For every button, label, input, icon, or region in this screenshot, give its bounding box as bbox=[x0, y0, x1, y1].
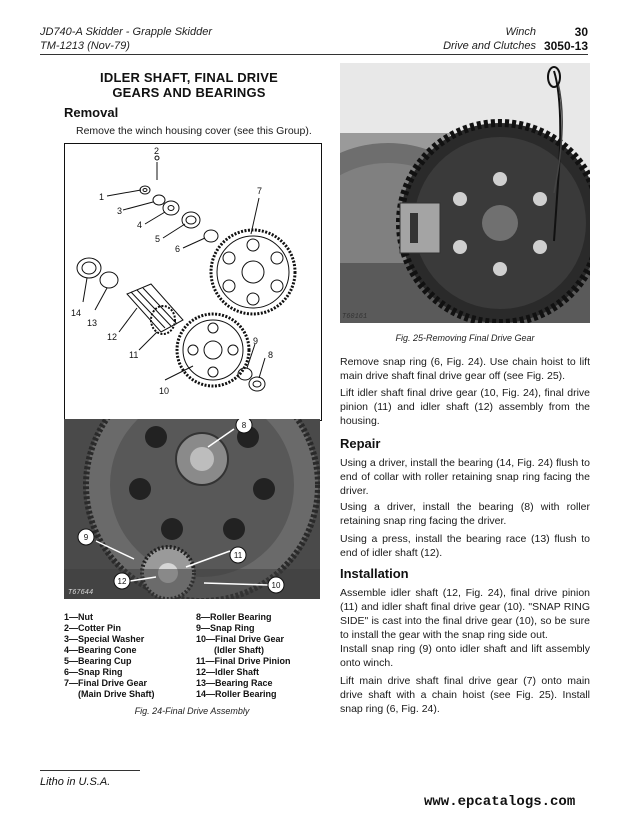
legend-item: 13—Bearing Race bbox=[196, 678, 273, 688]
diagram-callout-9: 9 bbox=[253, 336, 259, 346]
diagram-callout-11: 11 bbox=[129, 350, 139, 360]
diagram-callout-8: 8 bbox=[268, 350, 274, 360]
photo-callout-8: 8 bbox=[241, 421, 247, 430]
section-title-line2: GEARS AND BEARINGS bbox=[112, 85, 266, 100]
exploded-diagram bbox=[64, 143, 322, 421]
diagram-callout-10: 10 bbox=[159, 386, 170, 396]
repair-heading: Repair bbox=[340, 436, 381, 451]
photo-callout-11: 11 bbox=[233, 551, 243, 560]
legend-item: 10—Final Drive Gear bbox=[196, 634, 285, 644]
final-drive-photo bbox=[64, 419, 320, 599]
figure-24-caption: Fig. 24-Final Drive Assembly bbox=[134, 706, 250, 716]
footer-rule bbox=[40, 770, 140, 771]
section-title-line1: IDLER SHAFT, FINAL DRIVE bbox=[100, 70, 278, 85]
legend-item: 5—Bearing Cup bbox=[64, 656, 132, 666]
header-manual-code: TM-1213 (Nov-79) bbox=[40, 40, 130, 52]
final-drive-photo-drawing bbox=[64, 419, 320, 599]
legend-right bbox=[196, 612, 322, 700]
legend-item: 6—Snap Ring bbox=[64, 667, 123, 677]
legend-item: 3—Special Washer bbox=[64, 634, 145, 644]
legend-item: 11—Final Drive Pinion bbox=[196, 656, 291, 666]
diagram-callout-1: 1 bbox=[99, 192, 105, 202]
photo-callout-9: 9 bbox=[83, 533, 89, 542]
paragraph-lift-main-gear: Lift main drive shaft final drive gear (7) onto main drive shaft with a chain hoist (see Fig. 25). Install snap ring (6, Fig. 24). bbox=[340, 675, 590, 715]
header-rule bbox=[40, 54, 588, 55]
section-number: 3050-13 bbox=[543, 39, 588, 53]
legend-item: 1—Nut bbox=[64, 612, 93, 622]
paragraph-install-bearing-14: Using a driver, install the bearing (14, Fig. 24) flush to end of collar with roller retaining snap ring facing the driver. bbox=[340, 457, 590, 497]
legend-left bbox=[64, 612, 194, 700]
legend-item: (Idler Shaft) bbox=[214, 645, 265, 655]
legend-item: 2—Cotter Pin bbox=[64, 623, 122, 633]
header-manual-title: JD740-A Skidder - Grapple Skidder bbox=[40, 26, 213, 38]
fig25-photo-code: T60161 bbox=[342, 313, 368, 321]
diagram-callout-14: 14 bbox=[71, 308, 82, 318]
diagram-callout-2: 2 bbox=[154, 146, 160, 156]
legend-item: 4—Bearing Cone bbox=[64, 645, 137, 655]
figure-25-caption: Fig. 25-Removing Final Drive Gear bbox=[395, 333, 535, 343]
diagram-callout-4: 4 bbox=[137, 220, 143, 230]
photo-code: T67644 bbox=[68, 589, 94, 597]
page-number: 30 bbox=[574, 25, 588, 39]
paragraph-lift-idler: Lift idler shaft final drive gear (10, Fig. 24), final drive pinion (11) and idler shaft (12) assembly from the housing. bbox=[340, 387, 590, 427]
removing-gear-photo-drawing bbox=[340, 63, 590, 323]
photo-callout-10: 10 bbox=[271, 581, 281, 590]
diagram-callout-5: 5 bbox=[155, 234, 161, 244]
legend-item: 8—Roller Bearing bbox=[196, 612, 272, 622]
paragraph-install-race: Using a press, install the bearing race (13) flush to end of idler shaft (12). bbox=[340, 533, 590, 559]
removing-gear-photo bbox=[340, 63, 590, 323]
installation-heading: Installation bbox=[340, 566, 409, 581]
diagram-callout-6: 6 bbox=[175, 244, 181, 254]
header-section-title: Winch bbox=[505, 26, 536, 38]
paragraph-remove-snap-ring: Remove snap ring (6, Fig. 24). Use chain hoist to lift main drive shaft final drive gear off (see Fig. 25). bbox=[340, 356, 590, 382]
removal-heading: Removal bbox=[64, 105, 119, 120]
diagram-callout-3: 3 bbox=[117, 206, 123, 216]
header-section-subtitle: Drive and Clutches bbox=[443, 40, 536, 52]
paragraph-assemble: Assemble idler shaft (12, Fig. 24), final drive pinion (11) and idler shaft final drive gear (10). "SNAP RING SIDE" is cast into the final drive gear (10), so be sure to install the gear with the snap ring side out. bbox=[340, 587, 590, 641]
photo-callout-12: 12 bbox=[117, 577, 127, 586]
legend-item: 9—Snap Ring bbox=[196, 623, 255, 633]
legend-item: 14—Roller Bearing bbox=[196, 689, 277, 699]
legend-item: 7—Final Drive Gear bbox=[64, 678, 148, 688]
legend-item: (Main Drive Shaft) bbox=[78, 689, 155, 699]
paragraph-install-bearing-8: Using a driver, install the bearing (8) with roller retaining snap ring facing the driver. bbox=[340, 501, 590, 527]
litho-note: Litho in U.S.A. bbox=[40, 776, 111, 788]
diagram-callout-13: 13 bbox=[87, 318, 98, 328]
watermark: www.epcatalogs.com bbox=[424, 794, 576, 810]
paragraph-install-snap-ring: Install snap ring (9) onto idler shaft and lift assembly onto winch. bbox=[340, 643, 590, 669]
legend-item: 12—Idler Shaft bbox=[196, 667, 260, 677]
diagram-callout-12: 12 bbox=[107, 332, 118, 342]
removal-text: Remove the winch housing cover (see this Group). bbox=[76, 125, 312, 137]
diagram-callout-7: 7 bbox=[257, 186, 263, 196]
exploded-diagram-drawing bbox=[65, 144, 321, 420]
